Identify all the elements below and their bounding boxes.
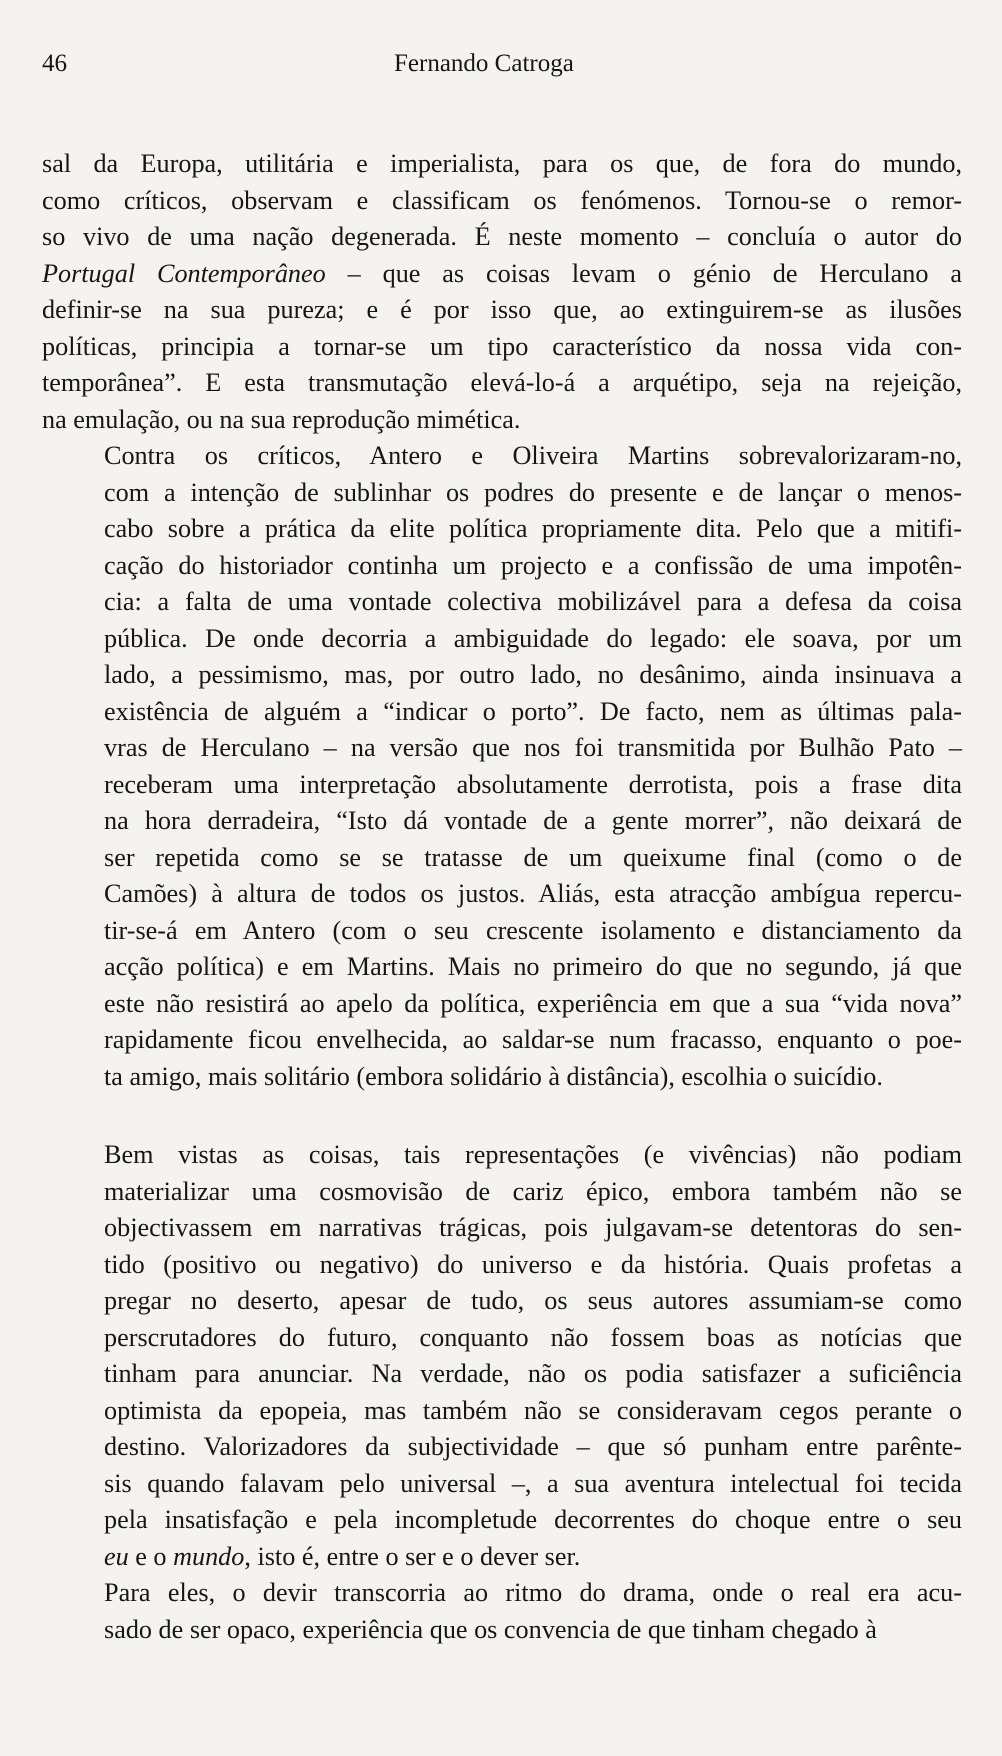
text-line: pregar no deserto, apesar de tudo, os seus autores assumiam-se como	[104, 1286, 962, 1315]
text-line: optimista da epopeia, mas também não se consideravam cegos perante o	[104, 1395, 962, 1425]
body-text	[42, 146, 962, 1648]
text-line: perscrutadores do futuro, conquanto não fossem boas as notícias que	[104, 1322, 962, 1352]
paragraph-4	[42, 1575, 962, 1648]
page-header	[42, 44, 962, 84]
italic-term: mundo	[173, 1541, 245, 1571]
text-segment: – que as coisas levam o génio de Herculano a	[325, 258, 962, 288]
text-line: cabo sobre a prática da elite política propriamente dita. Pelo que a mitifi-	[104, 514, 962, 543]
text-line: Para eles, o devir transcorria ao ritmo do drama, onde o real era acu-	[104, 1578, 962, 1607]
text-line: definir-se na sua pureza; e é por isso que, ao extinguirem-se as ilusões	[42, 295, 962, 324]
text-line: Bem vistas as coisas, tais representações (e vivências) não podiam	[104, 1140, 962, 1169]
page-number: 46	[42, 50, 67, 77]
text-line: so vivo de uma nação degenerada. É neste momento – concluía o autor do	[42, 222, 962, 251]
text-line: temporânea”. E esta transmutação elevá-lo-á a arquétipo, seja na rejeição,	[42, 368, 962, 397]
text-line: Camões) à altura de todos os justos. Aliás, esta atracção ambígua repercu-	[104, 879, 962, 908]
text-line: sado de ser opaco, experiência que os convencia de que tinham chegado à	[104, 1614, 877, 1644]
text-line: acção política) e em Martins. Mais no primeiro do que no segundo, já que	[104, 952, 962, 981]
text-line: pela insatisfação e pela incompletude decorrentes do choque entre o seu	[104, 1505, 962, 1534]
text-line: na hora derradeira, “Isto dá vontade de a gente morrer”, não deixará de	[104, 806, 962, 835]
italic-term: Portugal Contemporâneo	[42, 258, 326, 288]
text-segment: , isto é, entre o ser e o dever ser.	[244, 1541, 581, 1571]
text-line: tir-se-á em Antero (com o seu crescente isolamento e distanciamento da	[104, 915, 962, 945]
text-line: cação do historiador continha um projecto e a confissão de uma impotên-	[104, 550, 962, 580]
text-line: rapidamente ficou envelhecida, ao saldar-se num fracasso, enquanto o poe-	[104, 1025, 962, 1054]
text-line: sis quando falavam pelo universal –, a sua aventura intelectual foi tecida	[104, 1468, 962, 1498]
text-line: políticas, principia a tornar-se um tipo característico da nossa vida con-	[42, 331, 962, 361]
text-line: receberam uma interpretação absolutamente derrotista, pois a frase dita	[104, 769, 962, 799]
text-line: lado, a pessimismo, mas, por outro lado, no desânimo, ainda insinuava a	[104, 660, 962, 689]
text-line: vras de Herculano – na versão que nos foi transmitida por Bulhão Pato –	[104, 733, 962, 762]
text-line: com a intenção de sublinhar os podres do presente e de lançar o menos-	[104, 477, 962, 507]
running-head-author: Fernando Catroga	[394, 50, 574, 77]
text-line: cia: a falta de uma vontade colectiva mobilizável para a defesa da coisa	[104, 587, 962, 616]
text-line: objectivassem em narrativas trágicas, pois julgavam-se detentoras do sen-	[104, 1213, 962, 1242]
text-line: destino. Valorizadores da subjectividade – que só punham entre parênte-	[104, 1432, 962, 1461]
text-segment: e o	[128, 1541, 174, 1571]
text-line	[42, 256, 962, 293]
text-line: tinham para anunciar. Na verdade, não os podia satisfazer a suficiência	[104, 1359, 962, 1388]
text-line: materializar uma cosmovisão de cariz épico, embora também não se	[104, 1176, 962, 1206]
text-line: na emulação, ou na sua reprodução mimética.	[42, 404, 521, 434]
text-line: sal da Europa, utilitária e imperialista, para os que, de fora do mundo,	[42, 149, 962, 178]
paragraph-2	[42, 438, 962, 1095]
text-line: tido (positivo ou negativo) do universo e da história. Quais profetas a	[104, 1249, 962, 1279]
paragraph-1	[42, 146, 962, 438]
paragraph-3	[42, 1137, 962, 1575]
text-line: ta amigo, mais solitário (embora solidário à distância), escolhia o suicídio.	[104, 1061, 883, 1091]
text-line: existência de alguém a “indicar o porto”. De facto, nem as últimas pala-	[104, 696, 962, 726]
italic-term: eu	[104, 1541, 129, 1571]
text-line: Contra os críticos, Antero e Oliveira Martins sobrevalorizaram-no,	[104, 441, 962, 470]
text-line	[42, 1539, 962, 1576]
text-line: este não resistirá ao apelo da política, experiência em que a sua “vida nova”	[104, 988, 962, 1018]
text-line: ser repetida como se se tratasse de um queixume final (como o de	[104, 842, 962, 872]
text-line: como críticos, observam e classificam os fenómenos. Tornou-se o remor-	[42, 185, 962, 215]
text-line: pública. De onde decorria a ambiguidade do legado: ele soava, por um	[104, 623, 962, 653]
